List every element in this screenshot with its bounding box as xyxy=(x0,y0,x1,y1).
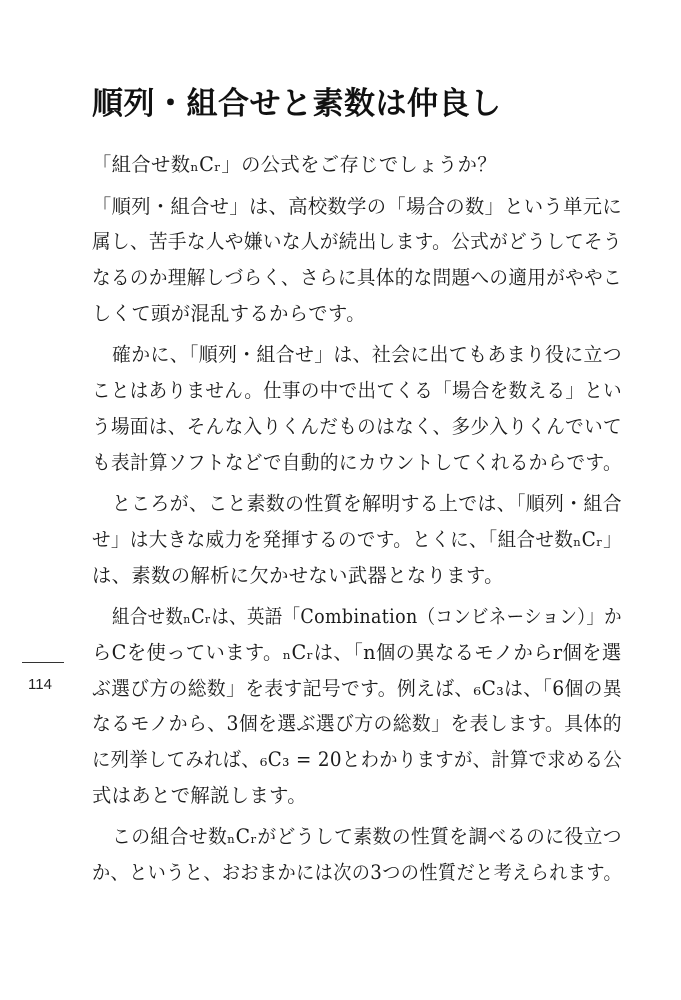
paragraph-line: も表計算ソフトなどで自動的にカウントしてくれるからです。 xyxy=(92,450,622,474)
body-text xyxy=(92,147,622,891)
paragraph-line: この組合せ数ₙCᵣがどうして素数の性質を調べるのに役立つ xyxy=(112,825,622,849)
paragraph-line: に列挙してみれば、₆C₃ = 20とわかりますが、計算で求める公 xyxy=(92,748,622,771)
paragraph-line: は、素数の解析に欠かせない武器となります。 xyxy=(92,563,504,587)
paragraph-line: ぶ選び方の総数」を表す記号です。例えば、₆C₃は、「6個の異 xyxy=(92,676,622,700)
paragraph-line: ところが、こと素数の性質を解明する上では、「順列・組合 xyxy=(112,492,622,516)
margin-rule xyxy=(22,662,64,663)
page-number: 114 xyxy=(28,676,52,693)
paragraph-line: 「順列・組合せ」は、高校数学の「場合の数」という単元に xyxy=(92,194,622,218)
paragraph-line: せ」は大きな威力を発揮するのです。とくに、「組合せ数ₙCᵣ」 xyxy=(92,527,622,551)
paragraph-line: う場面は、そんな入りくんだものはなく、多少入りくんでいて xyxy=(92,414,622,438)
paragraph-line: ことはありません。仕事の中で出てくる「場合を数える」とい xyxy=(92,379,622,403)
paragraph-line: なるのか理解しづらく、さらに具体的な問題への適用がややこ xyxy=(92,266,622,290)
paragraph-line: しくて頭が混乱するからです。 xyxy=(92,301,366,325)
paragraph-line: 組合せ数ₙCᵣは、英語「Combination（コンビネーション）」か xyxy=(112,605,622,629)
paragraph-line: 確かに、「順列・組合せ」は、社会に出てもあまり役に立つ xyxy=(112,343,622,367)
paragraph-line: 属し、苦手な人や嫌いな人が続出します。公式がどうしてそう xyxy=(92,230,622,254)
paragraph-line: なるモノから、3個を選ぶ選び方の総数」を表します。具体的 xyxy=(92,712,622,736)
paragraph-line: 「組合せ数ₙCᵣ」の公式をご存じでしょうか？ xyxy=(92,153,497,176)
section-heading: 順列・組合せと素数は仲良し xyxy=(92,86,502,122)
paragraph-line: らCを使っています。ₙCᵣは、「n個の異なるモノからr個を選 xyxy=(92,640,622,664)
paragraph-line: か、というと、おおまかには次の3つの性質だと考えられます。 xyxy=(92,861,622,885)
paragraph-line: 式はあとで解説します。 xyxy=(92,783,307,807)
